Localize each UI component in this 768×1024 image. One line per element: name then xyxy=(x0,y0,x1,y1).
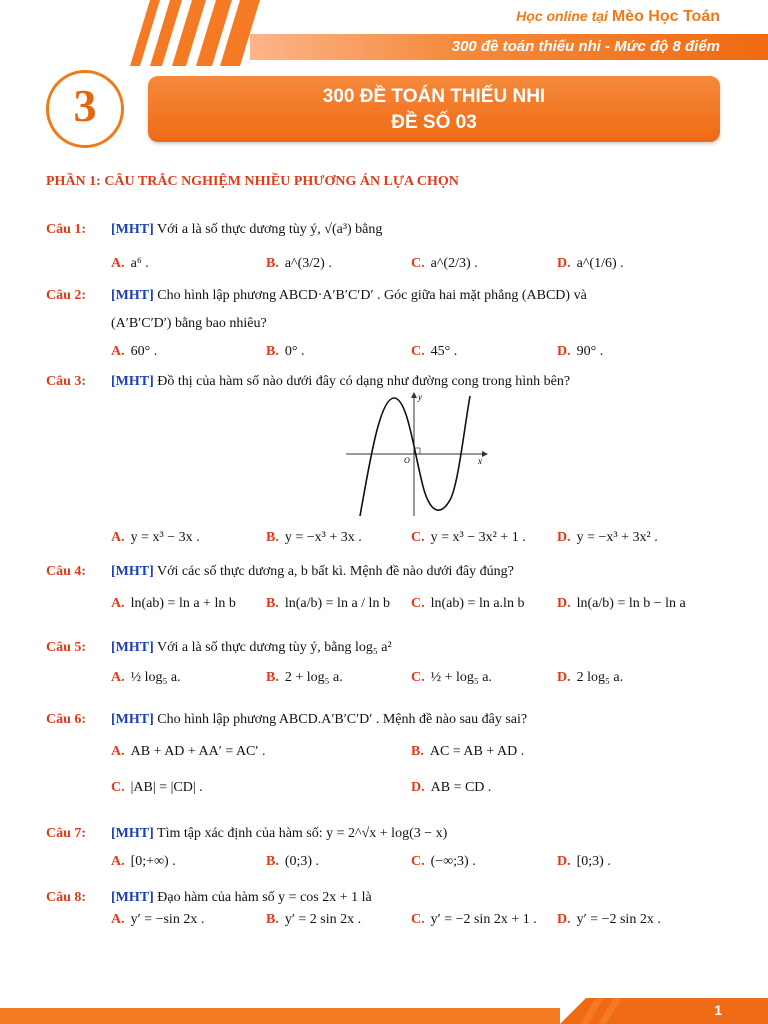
option-letter: C. xyxy=(411,530,425,545)
answer-option[interactable] xyxy=(111,530,200,546)
curve xyxy=(360,396,470,516)
answer-option[interactable] xyxy=(411,854,476,870)
question-number: Câu 6: xyxy=(46,712,87,727)
option-text: y = x³ − 3x . xyxy=(130,530,200,545)
question-text-line2: (A′B′C′D′) bằng bao nhiêu? xyxy=(111,316,267,331)
question-number: Câu 3: xyxy=(46,374,87,389)
answer-option[interactable] xyxy=(111,670,181,686)
option-letter: A. xyxy=(111,744,125,759)
option-text: a⁶ . xyxy=(130,256,149,271)
question-number: Câu 8: xyxy=(46,890,87,905)
answer-option[interactable] xyxy=(557,530,658,546)
question-body: Với a là số thực dương tùy ý, √(a³) bằng xyxy=(157,222,383,237)
origin-label: O xyxy=(404,456,410,465)
option-letter: A. xyxy=(111,912,125,927)
answer-option[interactable] xyxy=(411,670,492,686)
answer-option[interactable] xyxy=(411,344,457,360)
option-text: a^(1/6) . xyxy=(576,256,624,271)
question-tag: [MHT] xyxy=(111,712,154,727)
question-body: Đạo hàm của hàm số y = cos 2x + 1 là xyxy=(157,890,372,905)
answer-option[interactable] xyxy=(111,596,236,612)
option-text: ln(a/b) = ln b − ln a xyxy=(576,596,686,611)
question-tag: [MHT] xyxy=(111,826,154,841)
answer-option[interactable] xyxy=(266,530,362,546)
option-letter: D. xyxy=(557,596,571,611)
question-body: Với các số thực dương a, b bất kì. Mệnh đề nào dưới đây đúng? xyxy=(157,564,514,579)
footer-band xyxy=(0,998,768,1024)
option-text: AC = AB + AD . xyxy=(429,744,525,759)
option-text: a^(2/3) . xyxy=(430,256,478,271)
option-text: ln(a/b) = ln a / ln b xyxy=(284,596,390,611)
option-letter: C. xyxy=(411,912,425,927)
option-letter: C. xyxy=(111,780,125,795)
part-heading: PHẦN 1: CÂU TRẮC NGHIỆM NHIỀU PHƯƠNG ÁN LỰA CHỌN xyxy=(46,174,459,189)
option-letter: D. xyxy=(557,854,571,869)
option-letter: B. xyxy=(266,256,279,271)
answer-option[interactable] xyxy=(411,780,491,796)
option-letter: B. xyxy=(266,670,279,685)
option-text: AB = CD . xyxy=(430,780,492,795)
question-text xyxy=(111,712,527,728)
option-letter: C. xyxy=(411,854,425,869)
answer-option[interactable] xyxy=(111,854,176,870)
answer-option[interactable] xyxy=(111,744,265,760)
option-letter: A. xyxy=(111,854,125,869)
answer-option[interactable] xyxy=(411,744,524,760)
option-letter: B. xyxy=(266,596,279,611)
answer-option[interactable] xyxy=(111,912,204,928)
question-tag: [MHT] xyxy=(111,890,154,905)
option-letter: B. xyxy=(266,854,279,869)
option-letter: C. xyxy=(411,256,425,271)
option-text: y = −x³ + 3x² . xyxy=(576,530,658,545)
option-text: 0° . xyxy=(284,344,305,359)
answer-option[interactable] xyxy=(411,530,526,546)
answer-option[interactable] xyxy=(266,256,332,272)
header-stripes xyxy=(0,0,260,66)
option-text: y = −x³ + 3x . xyxy=(284,530,362,545)
option-text: 2 log₅ a. xyxy=(576,670,624,685)
question-body: Tìm tập xác định của hàm số: y = 2^√x + log(3 − x) xyxy=(157,826,448,841)
option-letter: A. xyxy=(111,256,125,271)
option-text: y′ = −2 sin 2x . xyxy=(576,912,661,927)
question-tag: [MHT] xyxy=(111,288,154,303)
option-letter: A. xyxy=(111,670,125,685)
title-box xyxy=(148,76,720,142)
answer-option[interactable] xyxy=(266,670,343,686)
question-body: Cho hình lập phương ABCD.A′B′C′D′ . Mệnh đề nào sau đây sai? xyxy=(157,712,528,727)
header-site: Học online tại Mèo Học Toán xyxy=(516,8,720,25)
option-text: y′ = 2 sin 2x . xyxy=(284,912,362,927)
exam-subtitle: ĐỀ SỐ 03 xyxy=(391,112,477,133)
cubic-graph xyxy=(342,390,488,518)
answer-option[interactable] xyxy=(557,670,623,686)
answer-option[interactable] xyxy=(266,596,390,612)
option-letter: D. xyxy=(557,256,571,271)
question-text xyxy=(111,564,514,580)
answer-option[interactable] xyxy=(557,596,686,612)
answer-option[interactable] xyxy=(557,344,603,360)
question-number: Câu 7: xyxy=(46,826,87,841)
option-letter: A. xyxy=(111,530,125,545)
option-letter: D. xyxy=(557,530,571,545)
question-text xyxy=(111,890,372,906)
question-body: Cho hình lập phương ABCD·A′B′C′D′ . Góc giữa hai mặt phẳng (ABCD) và xyxy=(157,288,587,303)
option-text: |AB| = |CD| . xyxy=(130,780,203,795)
question-text xyxy=(111,374,570,390)
answer-option[interactable] xyxy=(111,256,149,272)
question-tag: [MHT] xyxy=(111,222,154,237)
option-letter: D. xyxy=(557,912,571,927)
option-text: y′ = −2 sin 2x + 1 . xyxy=(430,912,537,927)
question-tag: [MHT] xyxy=(111,374,154,389)
option-text: (0;3) . xyxy=(284,854,320,869)
question-number: Câu 1: xyxy=(46,222,87,237)
option-text: 60° . xyxy=(130,344,158,359)
answer-option[interactable] xyxy=(557,912,661,928)
option-letter: C. xyxy=(411,670,425,685)
question-number: Câu 4: xyxy=(46,564,87,579)
question-number: Câu 5: xyxy=(46,640,87,655)
question-body: Với a là số thực dương tùy ý, bằng log₅ a² xyxy=(157,640,392,655)
answer-option[interactable] xyxy=(266,854,319,870)
option-text: y = x³ − 3x² + 1 . xyxy=(430,530,526,545)
option-text: y′ = −sin 2x . xyxy=(130,912,205,927)
answer-option[interactable] xyxy=(111,780,203,796)
page-number: 1 xyxy=(714,1002,722,1018)
option-text: ln(ab) = ln a + ln b xyxy=(130,596,236,611)
option-text: ½ + log₅ a. xyxy=(430,670,493,685)
answer-option[interactable] xyxy=(266,344,304,360)
option-text: 45° . xyxy=(430,344,458,359)
option-text: 90° . xyxy=(576,344,604,359)
option-letter: C. xyxy=(411,596,425,611)
option-letter: A. xyxy=(111,344,125,359)
answer-option[interactable] xyxy=(557,854,611,870)
exam-number-badge: 3 xyxy=(46,70,124,148)
option-letter: B. xyxy=(266,912,279,927)
option-letter: D. xyxy=(557,670,571,685)
option-text: [0;+∞) . xyxy=(130,854,176,869)
question-text xyxy=(111,826,447,842)
option-letter: B. xyxy=(411,744,424,759)
answer-option[interactable] xyxy=(266,912,361,928)
x-label: x xyxy=(478,456,482,466)
option-text: ½ log₅ a. xyxy=(130,670,181,685)
y-label: y xyxy=(418,392,422,402)
question-text xyxy=(111,222,382,238)
option-letter: D. xyxy=(411,780,425,795)
option-letter: B. xyxy=(266,530,279,545)
option-text: [0;3) . xyxy=(576,854,611,869)
question-tag: [MHT] xyxy=(111,640,154,655)
question-number: Câu 2: xyxy=(46,288,87,303)
answer-option[interactable] xyxy=(411,912,537,928)
option-letter: B. xyxy=(266,344,279,359)
exam-title: 300 ĐỀ TOÁN THIẾU NHI xyxy=(322,86,546,107)
question-body: Đồ thị của hàm số nào dưới đây có dạng như đường cong trong hình bên? xyxy=(157,374,571,389)
answer-option[interactable] xyxy=(111,344,157,360)
option-text: (−∞;3) . xyxy=(430,854,476,869)
option-text: a^(3/2) . xyxy=(284,256,332,271)
header-subtitle: 300 đề toán thiếu nhi - Mức độ 8 điểm xyxy=(451,38,720,55)
option-text: ln(ab) = ln a.ln b xyxy=(430,596,525,611)
question-text xyxy=(111,640,392,656)
answer-option[interactable] xyxy=(411,596,524,612)
option-text: AB + AD + AA′ = AC′ . xyxy=(130,744,266,759)
answer-option[interactable] xyxy=(557,256,624,272)
option-letter: A. xyxy=(111,596,125,611)
option-letter: C. xyxy=(411,344,425,359)
question-tag: [MHT] xyxy=(111,564,154,579)
option-letter: D. xyxy=(557,344,571,359)
option-text: 2 + log₅ a. xyxy=(284,670,343,685)
answer-option[interactable] xyxy=(411,256,478,272)
question-text xyxy=(111,288,587,304)
